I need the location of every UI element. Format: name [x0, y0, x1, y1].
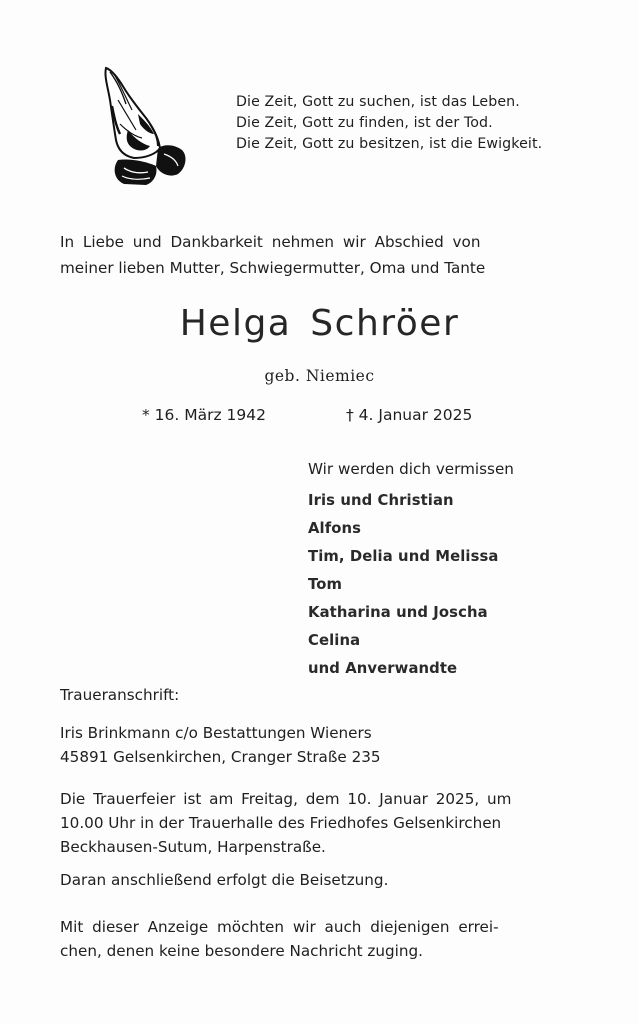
- closing-line: Mit dieser Anzeige möchten wir auch diejenigen errei-: [60, 918, 499, 936]
- mourners-heading: Wir werden dich vermissen: [308, 460, 514, 478]
- mourner-name: Iris und Christian: [308, 492, 454, 509]
- intro-line: meiner lieben Mutter, Schwiegermutter, Oma und Tante: [60, 259, 486, 277]
- closing-note: [60, 915, 582, 963]
- verse-line: Die Zeit, Gott zu suchen, ist das Leben.: [236, 94, 520, 110]
- mourner-name: Alfons: [308, 520, 362, 537]
- mourner-name: Celina: [308, 632, 361, 649]
- praying-hands-icon: [98, 64, 190, 186]
- burial-info: [60, 868, 582, 892]
- mourning-address: [60, 721, 582, 769]
- mourners-list: [308, 457, 514, 683]
- maiden-name: geb. Niemiec: [264, 367, 375, 385]
- birth-date: * 16. März 1942: [142, 406, 267, 424]
- mourner-name: Katharina und Joscha: [308, 604, 488, 621]
- closing-line: chen, denen keine besondere Nachricht zuging.: [60, 942, 423, 960]
- ceremony-line: Die Trauerfeier ist am Freitag, dem 10. Januar 2025, um: [60, 790, 512, 808]
- mourner-name: Tim, Delia und Melissa: [308, 548, 499, 565]
- address-label-text: Traueranschrift:: [60, 686, 180, 704]
- ceremony-line: 10.00 Uhr in der Trauerhalle des Friedhofes Gelsenkirchen: [60, 814, 502, 832]
- mourner-name: und Anverwandte: [308, 660, 458, 677]
- verse: [236, 92, 542, 155]
- address-label: [60, 683, 582, 707]
- mourner-name: Tom: [308, 576, 343, 593]
- burial-line: Daran anschließend erfolgt die Beisetzung.: [60, 871, 389, 889]
- verse-line: Die Zeit, Gott zu besitzen, ist die Ewigkeit.: [236, 136, 543, 152]
- address-line: 45891 Gelsenkirchen, Cranger Straße 235: [60, 748, 381, 766]
- death-date: † 4. Januar 2025: [346, 406, 473, 424]
- intro-line: In Liebe und Dankbarkeit nehmen wir Abschied von: [60, 233, 481, 251]
- intro-text: [60, 229, 580, 281]
- verse-line: Die Zeit, Gott zu finden, ist der Tod.: [236, 115, 493, 131]
- address-line: Iris Brinkmann c/o Bestattungen Wieners: [60, 724, 372, 742]
- ceremony-info: [60, 787, 582, 859]
- deceased-name: Helga Schröer: [179, 303, 460, 344]
- ceremony-line: Beckhausen-Sutum, Harpenstraße.: [60, 838, 326, 856]
